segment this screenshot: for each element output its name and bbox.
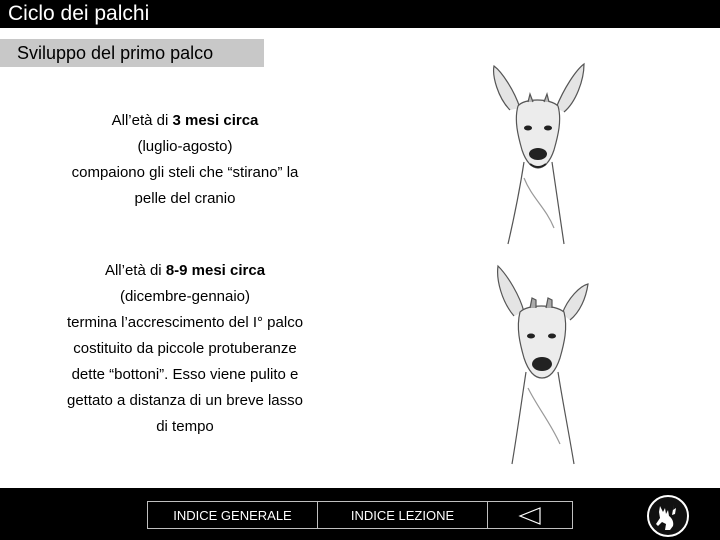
para1-line3: compaiono gli steli che “stirano” la <box>71 164 299 181</box>
para1-age: 3 mesi circa <box>172 112 259 129</box>
para2-line3: termina l’accrescimento del I° palco <box>66 314 304 331</box>
para2-line2: (dicembre-gennaio) <box>119 288 251 305</box>
section-title: Sviluppo del primo palco <box>17 43 214 63</box>
para2-age: 8-9 mesi circa <box>165 262 266 279</box>
para1-line4: pelle del cranio <box>134 190 236 207</box>
para2-line7: di tempo <box>156 418 214 435</box>
para1-line2: (luglio-agosto) <box>137 138 233 155</box>
description-8-9-months <box>20 258 350 440</box>
triangle-left-icon <box>518 506 542 526</box>
deer-head-3-months-illustration <box>488 58 588 248</box>
footer-bar <box>0 488 720 540</box>
para2-line5: dette “bottoni”. Esso viene pulito e <box>71 366 299 383</box>
para1-line1: All’età di 3 mesi circa <box>111 112 259 129</box>
para2-line1: All’età di 8-9 mesi circa <box>104 262 266 279</box>
section-header <box>0 39 264 67</box>
description-3-months <box>20 108 350 212</box>
index-general-button[interactable]: INDICE GENERALE <box>147 501 318 529</box>
para2-line6: gettato a distanza di un breve lasso <box>67 392 303 409</box>
para2-line4: costituito da piccole protuberanze <box>73 340 297 357</box>
deer-head-8-9-months-illustration <box>488 258 598 468</box>
page-title: Ciclo dei palchi <box>8 2 150 25</box>
title-bar <box>0 0 720 28</box>
index-lesson-button[interactable]: INDICE LEZIONE <box>317 501 488 529</box>
back-button[interactable] <box>487 501 573 529</box>
deer-emblem-icon <box>646 494 690 538</box>
